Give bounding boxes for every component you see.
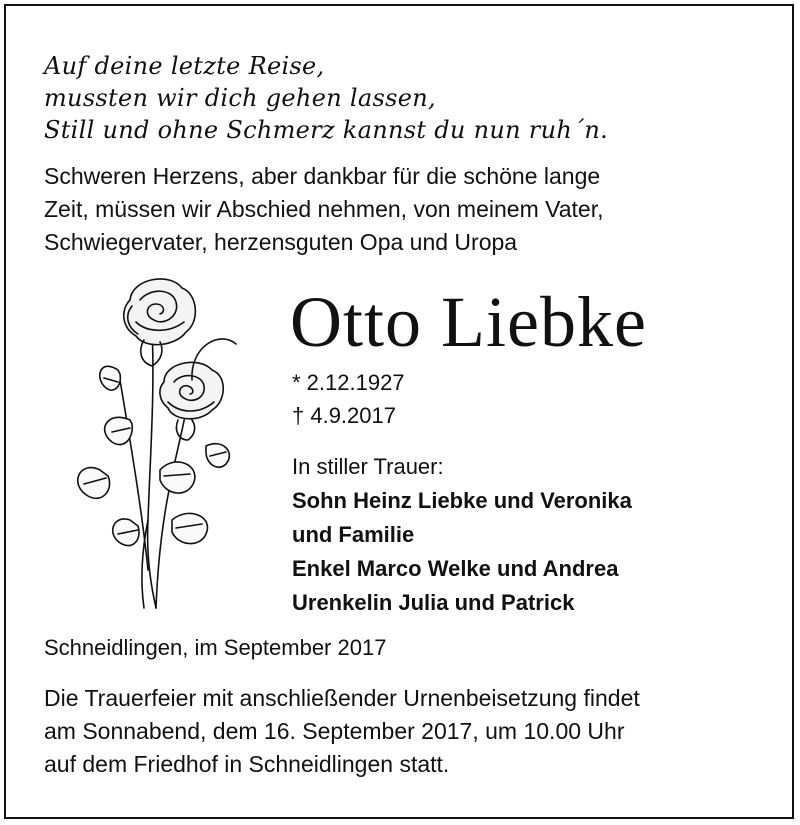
intro-line: Zeit, müssen wir Abschied nehmen, von meinem Vater, [44, 196, 604, 222]
mourners [292, 450, 632, 620]
mourner-line: Enkel Marco Welke und Andrea [292, 556, 619, 581]
verse [44, 50, 608, 146]
funeral-line: am Sonnabend, dem 16. September 2017, um 10.00 Uhr [44, 718, 625, 744]
death-date: † 4.9.2017 [292, 403, 396, 428]
verse-line: Still und ohne Schmerz kannst du nun ruh´n. [44, 116, 609, 144]
life-dates [292, 366, 405, 432]
verse-line: Auf deine letzte Reise, [44, 52, 325, 80]
place-date: Schneidlingen, im September 2017 [44, 635, 387, 660]
mourners-heading: In stiller Trauer: [292, 454, 444, 479]
mourner-line: und Familie [292, 522, 415, 547]
verse-line: mussten wir dich gehen lassen, [44, 84, 436, 112]
intro-line: Schwiegervater, herzensguten Opa und Uropa [44, 229, 518, 255]
funeral-line: auf dem Friedhof in Schneidlingen statt. [44, 751, 450, 777]
rose-icon [60, 270, 250, 610]
mourner-line: Urenkelin Julia und Patrick [292, 590, 575, 615]
intro-line: Schweren Herzens, aber dankbar für die schöne lange [44, 163, 601, 189]
funeral-line: Die Trauerfeier mit anschließender Urnenbeisetzung findet [44, 685, 640, 711]
mourner-line: Sohn Heinz Liebke und Veronika [292, 488, 632, 513]
deceased-name: Otto Liebke [290, 282, 647, 362]
funeral-info [44, 682, 640, 781]
birth-date: * 2.12.1927 [292, 370, 405, 395]
intro-text [44, 160, 604, 259]
